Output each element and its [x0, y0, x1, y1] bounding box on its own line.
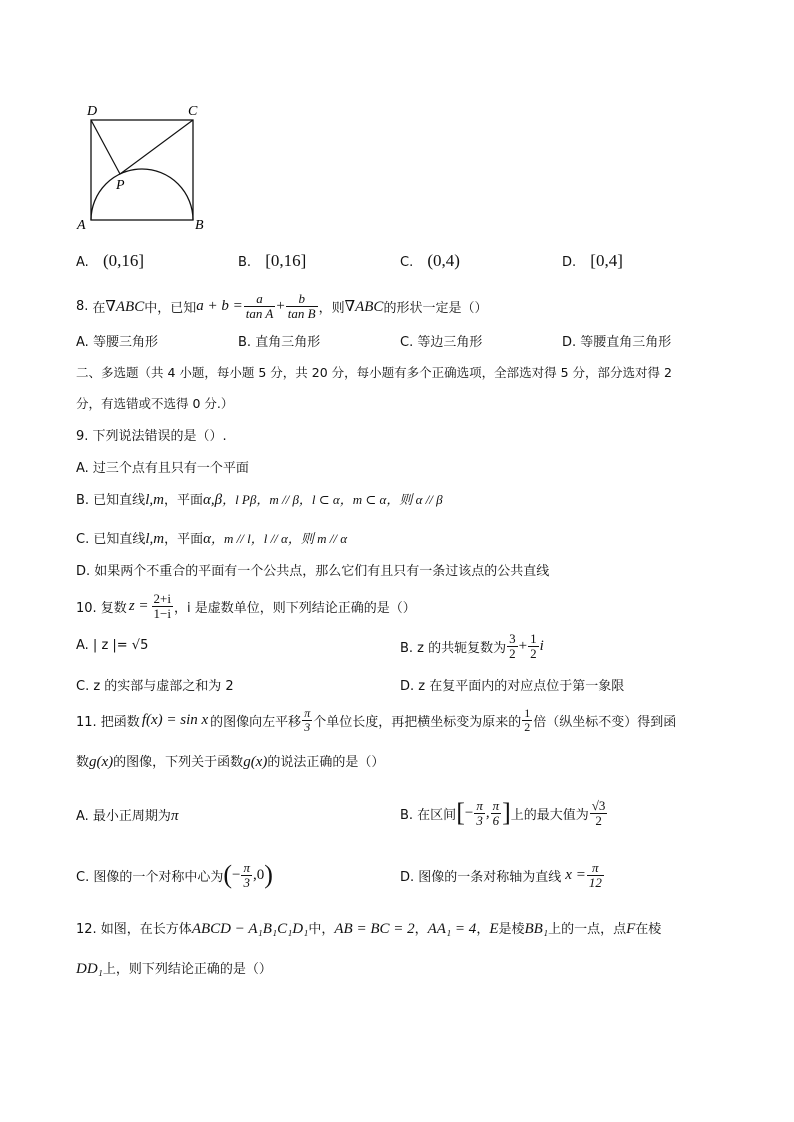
- fraction-b-tan-b: $\frac{b}{\text{tan B}}$: [287, 290, 316, 321]
- bracket-right: ]: [138, 251, 145, 270]
- q9-option-c[interactable]: C. 已知直线l,m，平面α，m // l，l // α，则 m // α: [76, 531, 348, 547]
- geometry-figure: [75, 100, 215, 235]
- q8-stem: 8. 在 ∇ABC 中，已知 a + b = $\frac{a}{\text{tan A}}$ + $\frac{b}{\text{tan B}}$ ，则 ∇ABC 的形状一定是（）: [76, 290, 488, 321]
- option-label: C.: [400, 255, 414, 270]
- bracket-right: ]: [617, 251, 623, 270]
- q12-stem-line1: 12. 如图，在长方体ABCD − A₁B₁C₁D₁中，AB = BC = 2，AA₁ = 4，E是棱BB₁上的一点，点F在棱: [76, 921, 662, 937]
- segment-cp: [120, 120, 193, 174]
- interval-value: 0,4: [433, 251, 455, 270]
- question-number: 8.: [76, 298, 89, 314]
- q8-option-a[interactable]: A. 等腰三角形: [76, 335, 158, 350]
- interval-value: 0,4: [595, 251, 618, 270]
- bracket-left: (: [427, 251, 434, 270]
- label-d: D: [87, 104, 98, 119]
- label-c: C: [188, 104, 198, 119]
- q12-stem-line2: DD₁上，则下列结论正确的是（）: [76, 961, 272, 977]
- bracket-left: (: [102, 251, 109, 270]
- q10-option-d[interactable]: D. z 在复平面内的对应点位于第一象限: [400, 679, 625, 694]
- q11-option-c[interactable]: C. 图像的一个对称中心为 ( − $\frac{\pi}{3}$ ,0 ): [76, 859, 273, 890]
- q8-option-c[interactable]: C. 等边三角形: [400, 335, 483, 350]
- q9-option-a[interactable]: A. 过三个点有且只有一个平面: [76, 461, 249, 476]
- q8-option-d[interactable]: D. 等腰直角三角形: [562, 335, 672, 350]
- triangle-symbol: ∇ABC: [105, 298, 145, 315]
- q9-option-b[interactable]: B. 已知直线l,m，平面α,β，l Pβ，m // β，l ⊂ α，m ⊂ α，则 α // β: [76, 492, 443, 508]
- q11-stem-line1: 11. 把函数 f(x) = sin x 的图像向左平移 $\frac{\pi}{3}$ 个单位长度，再把横坐标变为原来的 $\frac{1}{2}$ 倍（纵坐标不变）得到函: [76, 705, 677, 734]
- label-p: P: [116, 178, 125, 193]
- fraction-a-tan-a: $\frac{a}{\text{tan A}}$: [245, 290, 274, 321]
- semicircle: [91, 169, 193, 220]
- option-label: D.: [562, 255, 577, 270]
- interval-value: 0,16: [270, 251, 301, 270]
- q7-option-a[interactable]: [76, 251, 144, 271]
- bracket-left: [: [265, 251, 271, 270]
- q7-option-c[interactable]: [400, 251, 460, 271]
- bracket-left: [: [590, 251, 596, 270]
- section-2-header-line2: 分，有选错或不选得 0 分.）: [76, 396, 234, 411]
- option-label: B.: [238, 255, 252, 270]
- q9-option-d[interactable]: D. 如果两个不重合的平面有一个公共点，那么它们有且只有一条过该点的公共直线: [76, 564, 550, 579]
- q11-stem-line2: 数g(x)的图像，下列关于函数g(x)的说法正确的是（）: [76, 754, 385, 770]
- bracket-right: ]: [300, 251, 307, 270]
- q10-option-c[interactable]: C. z 的实部与虚部之和为 2: [76, 679, 234, 694]
- bracket-right: ]: [502, 798, 511, 827]
- q10-option-b[interactable]: B. z 的共轭复数为 $\frac{3}{2}$ + $\frac{1}{2}$ i: [400, 630, 544, 661]
- q9-stem: 9. 下列说法错误的是（）.: [76, 429, 227, 444]
- section-2-header-line1: 二、多选题（共 4 小题，每小题 5 分，共 20 分，每小题有多个正确选项，全部选对得 5 分，部分选对得 2: [76, 365, 672, 380]
- q11-option-b[interactable]: B. 在区间 [ − $\frac{\pi}{3}$ , $\frac{\pi}{6}$ ] 上的最大值为 $\frac{√3}{2}$: [400, 797, 606, 828]
- q11-option-a[interactable]: A. 最小正周期为π: [76, 808, 179, 824]
- bracket-left: [: [456, 798, 465, 827]
- fraction-complex: $\frac{2+i}{1-i}$: [153, 590, 171, 621]
- paren-left: (: [223, 860, 233, 889]
- paren-right: ): [264, 860, 273, 889]
- segment-dp: [91, 120, 120, 174]
- label-a: A: [77, 218, 86, 233]
- q10-stem: 10. 复数 z = $\frac{2+i}{1-i}$ ，i 是虚数单位，则下列结论正确的是（）: [76, 590, 416, 621]
- q8-option-b[interactable]: B. 直角三角形: [238, 335, 321, 350]
- label-b: B: [195, 218, 204, 233]
- q7-option-d[interactable]: [562, 251, 623, 271]
- q10-option-a[interactable]: A. | z |= √5: [76, 638, 149, 653]
- q11-option-d[interactable]: D. 图像的一条对称轴为直线 x = $\frac{\pi}{12}$: [400, 859, 602, 890]
- option-label: A.: [76, 255, 89, 270]
- interval-value: 0,16: [108, 251, 139, 270]
- square-abcd: [91, 120, 193, 220]
- bracket-right: ): [454, 251, 460, 270]
- q7-option-b[interactable]: [238, 251, 306, 271]
